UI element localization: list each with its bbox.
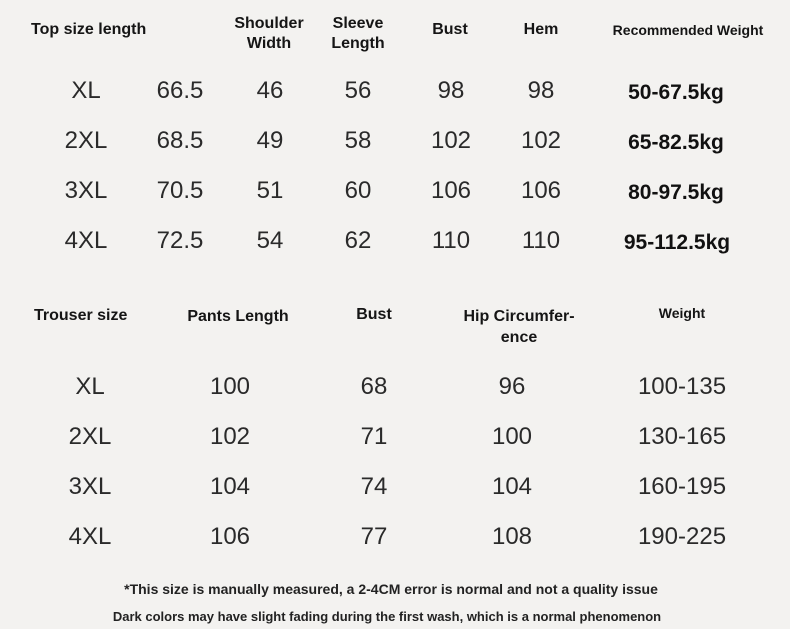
- size-cell: XL: [71, 77, 101, 104]
- bust-cell: 77: [360, 523, 388, 550]
- hip-header-line1: Hip Circumfer-: [463, 308, 575, 325]
- size-cell: 3XL: [64, 177, 108, 204]
- bust-cell: 71: [360, 423, 388, 450]
- sleeve-cell: 60: [344, 177, 372, 204]
- length-cell: 66.5: [156, 77, 204, 104]
- hip-cell: 108: [491, 523, 533, 550]
- hip-cell: 100: [491, 423, 533, 450]
- top-size-header: Top size length: [31, 21, 147, 38]
- trouser-weight-header: Weight: [658, 305, 706, 321]
- length-cell: 106: [209, 523, 251, 550]
- bust-cell: 106: [430, 177, 472, 204]
- trouser-bust-header: Bust: [356, 306, 392, 323]
- weight-cell: 80-97.5kg: [628, 181, 724, 204]
- size-cell: 4XL: [68, 523, 112, 550]
- length-cell: 100: [209, 373, 251, 400]
- bust-header: Bust: [432, 21, 468, 38]
- weight-cell: 65-82.5kg: [628, 131, 724, 154]
- hip-header-line2: ence: [500, 329, 538, 346]
- shoulder-cell: 49: [256, 127, 284, 154]
- sleeve-header-line1: Sleeve: [332, 15, 384, 32]
- recommended-weight-header: Recommended Weight: [612, 22, 764, 38]
- bust-cell: 102: [430, 127, 472, 154]
- size-cell: 3XL: [68, 473, 112, 500]
- sleeve-header-line2: Length: [331, 35, 385, 52]
- weight-cell: 130-165: [637, 423, 727, 450]
- bust-cell: 98: [437, 77, 465, 104]
- sleeve-cell: 58: [344, 127, 372, 154]
- hem-cell: 110: [521, 227, 561, 254]
- size-cell: 2XL: [68, 423, 112, 450]
- sleeve-cell: 56: [344, 77, 372, 104]
- trouser-size-header: Trouser size: [34, 307, 128, 324]
- measurement-note: *This size is manually measured, a 2-4CM error is normal and not a quality issue: [124, 581, 658, 597]
- weight-cell: 190-225: [637, 523, 727, 550]
- bust-cell: 74: [360, 473, 388, 500]
- length-cell: 72.5: [156, 227, 204, 254]
- shoulder-cell: 54: [256, 227, 284, 254]
- length-cell: 68.5: [156, 127, 204, 154]
- length-cell: 104: [209, 473, 251, 500]
- hip-cell: 96: [498, 373, 526, 400]
- bust-cell: 110: [431, 227, 471, 254]
- hem-header: Hem: [523, 21, 559, 38]
- size-cell: 2XL: [64, 127, 108, 154]
- size-cell: 4XL: [64, 227, 108, 254]
- shoulder-header-line1: Shoulder: [234, 15, 304, 32]
- size-cell: XL: [75, 373, 105, 400]
- weight-cell: 95-112.5kg: [623, 231, 731, 254]
- hem-cell: 98: [527, 77, 555, 104]
- pants-length-header: Pants Length: [187, 308, 289, 325]
- sleeve-cell: 62: [344, 227, 372, 254]
- weight-cell: 50-67.5kg: [628, 81, 724, 104]
- hip-cell: 104: [491, 473, 533, 500]
- shoulder-cell: 46: [256, 77, 284, 104]
- hem-cell: 106: [520, 177, 562, 204]
- shoulder-cell: 51: [256, 177, 284, 204]
- length-cell: 70.5: [156, 177, 204, 204]
- weight-cell: 100-135: [637, 373, 727, 400]
- length-cell: 102: [209, 423, 251, 450]
- fading-note: Dark colors may have slight fading during the first wash, which is a normal phenomenon: [112, 609, 662, 624]
- bust-cell: 68: [360, 373, 388, 400]
- weight-cell: 160-195: [637, 473, 727, 500]
- shoulder-header-line2: Width: [246, 35, 292, 52]
- hem-cell: 102: [520, 127, 562, 154]
